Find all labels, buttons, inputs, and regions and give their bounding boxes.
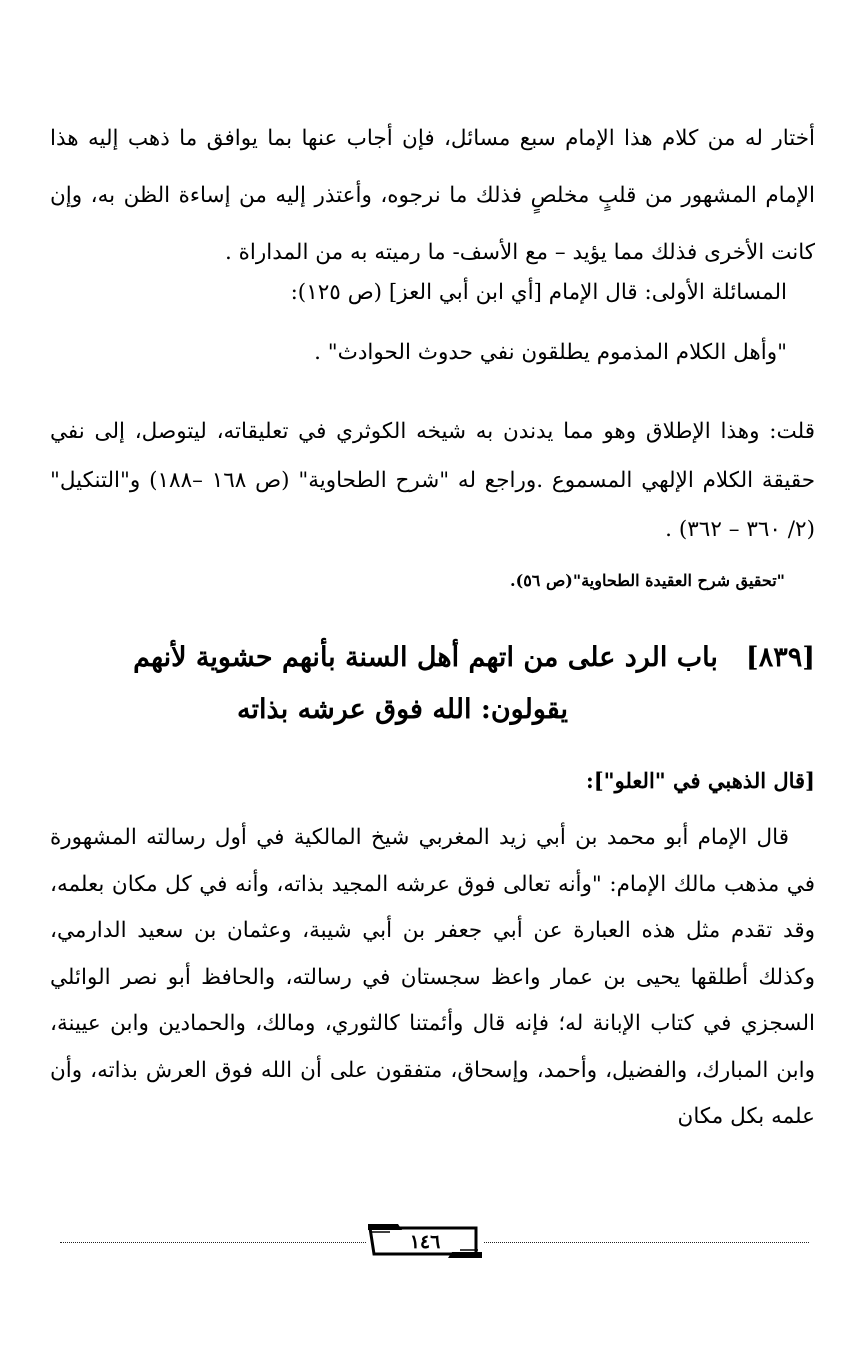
subheading: [قال الذهبي في "العلو"]: bbox=[585, 768, 815, 793]
chapter-heading bbox=[50, 632, 815, 736]
quoted-statement: "وأهل الكلام المذموم يطلقون نفي حدوث الحوادث" . bbox=[314, 340, 787, 365]
chapter-number: [٨٣٩] bbox=[745, 642, 815, 673]
chapter-title-line2: يقولون: الله فوق عرشه بذاته bbox=[237, 694, 568, 725]
chapter-title-line1: باب الرد على من اتهم أهل السنة بأنهم حشوية لأنهم bbox=[133, 642, 718, 673]
source-citation: "تحقيق شرح العقيدة الطحاوية"(ص ٥٦). bbox=[510, 571, 785, 590]
first-question-line: المسائلة الأولى: قال الإمام [أي ابن أبي العز] (ص ١٢٥): bbox=[290, 280, 787, 305]
footer-rule-left bbox=[60, 1242, 366, 1243]
footer-rule-right bbox=[484, 1242, 809, 1243]
page-number: ١٤٦ bbox=[409, 1231, 441, 1253]
page-number-frame bbox=[368, 1222, 482, 1260]
comment-paragraph: قلت: وهذا الإطلاق وهو مما يدندن به شيخه الكوثري في تعليقاته، ليتوصل، إلى نفي حقيقة الكلام الإلهي المسموع .وراجع له "شرح الطحاوية" (ص ١٦٨ –١٨٨) و"التنكيل" (٢/ ٣٦٠ – ٣٦٢) . bbox=[50, 419, 815, 542]
intro-paragraph: أختار له من كلام هذا الإمام سبع مسائل، فإن أجاب عنها بما يوافق ما ذهب إليه هذا الإمام المشهور من قلبٍ مخلصٍ فذلك ما نرجوه، وأعتذر إليه من إساءة الظن به، وإن كانت الأخرى فذلك مما يؤيد – مع الأسف- ما رميته به من المداراة . bbox=[50, 126, 815, 265]
body-paragraph: قال الإمام أبو محمد بن أبي زيد المغربي شيخ المالكية في أول رسالته المشهورة في مذهب مالك الإمام: "وأنه تعالى فوق عرشه المجيد بذاته، وأنه في كل مكان بعلمه، وقد تقدم مثل هذه العبارة عن أبي جعفر بن أبي شيبة، وعثمان بن سعيد الدارمي، وكذلك أطلقها يحيى بن عمار واعظ سجستان في رسالته، والحافظ أبو نصر الوائلي السجزي في كتاب الإبانة له؛ فإنه قال وأئمتنا كالثوري، ومالك، والحمادين وابن عيينة، وابن المبارك، والفضيل، وأحمد، وإسحاق، متفقون على أن الله فوق العرش بذاته، وأن علمه بكل مكان bbox=[50, 825, 815, 1129]
